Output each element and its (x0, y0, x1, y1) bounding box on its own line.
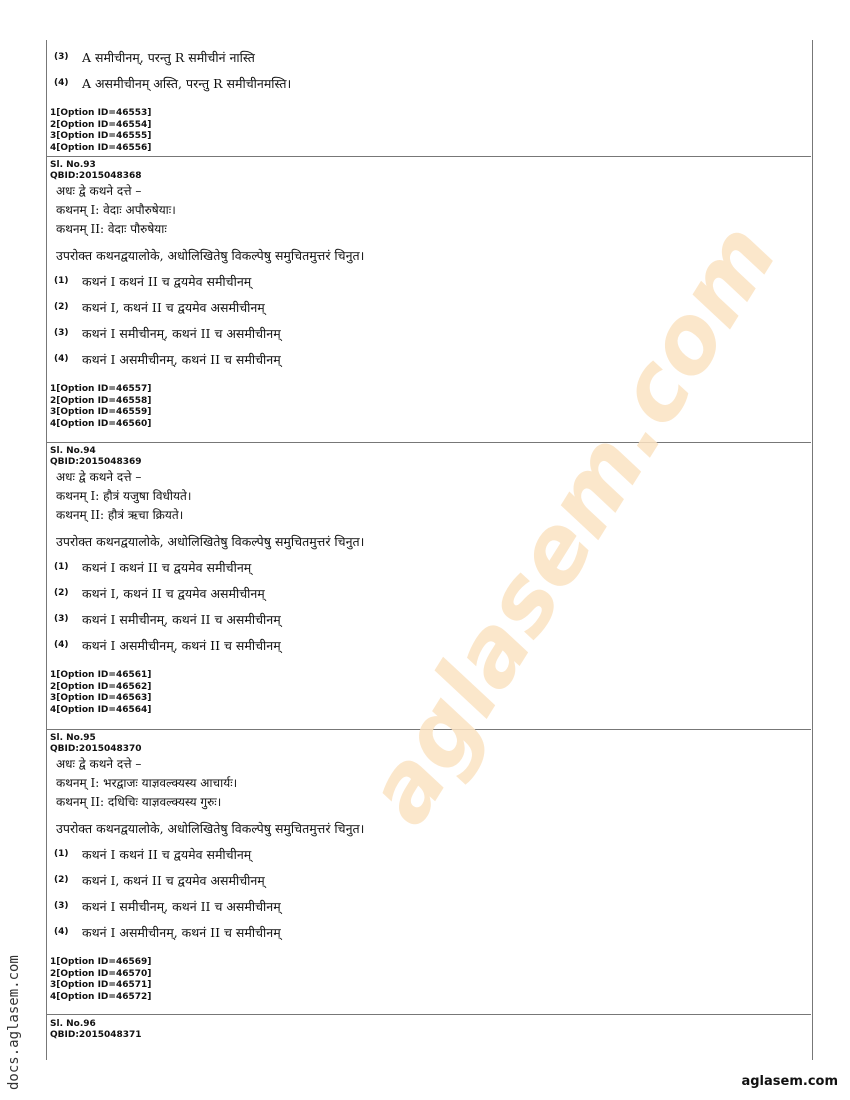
option-number: (3) (54, 614, 69, 624)
option-id: 2[Option ID=46558] (50, 395, 152, 406)
qbid: QBID:2015048370 (50, 744, 142, 754)
option-id-list (46, 670, 811, 716)
option-text: कथनं I समीचीनम्, कथनं II च असमीचीनम् (82, 898, 281, 914)
option-id: 1[Option ID=46553] (50, 108, 152, 118)
option-number: (2) (54, 875, 69, 885)
option-text: कथनं I कथनं II च द्वयमेव समीचीनम् (82, 273, 252, 289)
option-row (46, 294, 811, 320)
option-id: 3[Option ID=46559] (50, 407, 152, 417)
option-text: कथनं I समीचीनम्, कथनं II च असमीचीनम् (82, 325, 281, 341)
statement-intro: अधः द्वे कथने दत्ते – (56, 184, 142, 198)
option-number: (2) (54, 588, 69, 598)
question-prompt: उपरोक्त कथनद्वयालोके, अधोलिखितेषु विकल्पेषु समुचितमुत्तरं चिनुत। (56, 821, 365, 836)
option-row (46, 580, 811, 606)
option-row (46, 554, 811, 580)
question-block-95 (46, 730, 811, 1015)
option-id: 4[Option ID=46556] (50, 142, 152, 153)
question-prompt: उपरोक्त कथनद्वयालोके, अधोलिखितेषु विकल्पेषु समुचितमुत्तरं चिनुत। (56, 534, 365, 549)
statement-2: कथनम् II: वेदाः पौरुषेयाः (56, 222, 167, 236)
question-block-93 (46, 157, 811, 443)
option-id: 2[Option ID=46562] (50, 681, 152, 692)
option-text: A समीचीनम्, परन्तु R समीचीनं नास्ति (82, 49, 255, 65)
option-id: 1[Option ID=46569] (50, 957, 152, 967)
option-row (46, 268, 811, 294)
option-number: (3) (54, 328, 69, 338)
option-id: 2[Option ID=46554] (50, 119, 152, 130)
statement-1: कथनम् I: हौत्रं यजुषा विधीयते। (56, 489, 192, 503)
option-row (46, 70, 811, 96)
option-number: (1) (54, 276, 69, 286)
statement-2: कथनम् II: हौत्रं ऋचा क्रियते। (56, 508, 184, 522)
option-number: (1) (54, 562, 69, 572)
qbid: QBID:2015048371 (50, 1030, 142, 1040)
serial-number: Sl. No.95 (50, 733, 96, 743)
option-row (46, 606, 811, 632)
statement-intro: अधः द्वे कथने दत्ते – (56, 470, 142, 484)
qbid: QBID:2015048368 (50, 171, 142, 181)
serial-number: Sl. No.94 (50, 446, 96, 456)
option-row (46, 346, 811, 372)
option-text: कथनं I कथनं II च द्वयमेव समीचीनम् (82, 846, 252, 862)
option-number: (4) (54, 354, 69, 364)
option-id: 4[Option ID=46564] (50, 704, 152, 715)
option-id-list (46, 957, 811, 1003)
option-text: कथनं I असमीचीनम्, कथनं II च समीचीनम् (82, 637, 281, 653)
option-number: (1) (54, 849, 69, 859)
option-number: (4) (54, 640, 69, 650)
statement-intro: अधः द्वे कथने दत्ते – (56, 757, 142, 771)
option-id: 2[Option ID=46570] (50, 968, 152, 979)
option-text: कथनं I, कथनं II च द्वयमेव असमीचीनम् (82, 872, 265, 888)
option-id-list (46, 384, 811, 430)
option-text: कथनं I कथनं II च द्वयमेव समीचीनम् (82, 559, 252, 575)
statement-2: कथनम् II: दधिचिः याज्ञवल्क्यस्य गुरुः। (56, 795, 222, 809)
option-text: कथनं I असमीचीनम्, कथनं II च समीचीनम् (82, 924, 281, 940)
watermark: aglasem.com (345, 205, 798, 842)
option-text: कथनं I, कथनं II च द्वयमेव असमीचीनम् (82, 585, 265, 601)
option-number: (2) (54, 302, 69, 312)
option-row (46, 44, 811, 70)
question-block-94 (46, 443, 811, 730)
option-row (46, 632, 811, 658)
option-id: 1[Option ID=46557] (50, 384, 152, 394)
option-id-list (46, 108, 811, 154)
question-block-prev (46, 40, 811, 157)
statement-1: कथनम् I: भरद्वाजः याज्ञवल्क्यस्य आचार्यः। (56, 776, 238, 790)
option-id: 3[Option ID=46555] (50, 131, 152, 141)
question-prompt: उपरोक्त कथनद्वयालोके, अधोलिखितेषु विकल्पेषु समुचितमुत्तरं चिनुत। (56, 248, 365, 263)
footer-brand: aglasem.com (741, 1074, 838, 1089)
option-row (46, 893, 811, 919)
option-id: 1[Option ID=46561] (50, 670, 152, 680)
serial-number: Sl. No.96 (50, 1019, 96, 1029)
option-number: (3) (54, 901, 69, 911)
option-number: (4) (54, 78, 69, 88)
option-id: 3[Option ID=46571] (50, 980, 152, 990)
option-text: कथनं I, कथनं II च द्वयमेव असमीचीनम् (82, 299, 265, 315)
option-text: A असमीचीनम् अस्ति, परन्तु R समीचीनमस्ति। (82, 75, 292, 91)
option-id: 4[Option ID=46560] (50, 418, 152, 429)
option-number: (4) (54, 927, 69, 937)
option-row (46, 320, 811, 346)
option-text: कथनं I असमीचीनम्, कथनं II च समीचीनम् (82, 351, 281, 367)
option-row (46, 919, 811, 945)
serial-number: Sl. No.93 (50, 160, 96, 170)
option-text: कथनं I समीचीनम्, कथनं II च असमीचीनम् (82, 611, 281, 627)
side-url: docs.aglasem.com (6, 955, 22, 1090)
qbid: QBID:2015048369 (50, 457, 142, 467)
question-block-96 (46, 1015, 811, 1060)
option-number: (3) (54, 52, 69, 62)
statement-1: कथनम् I: वेदाः अपौरुषेयाः। (56, 203, 176, 217)
option-id: 3[Option ID=46563] (50, 693, 152, 703)
option-id: 4[Option ID=46572] (50, 991, 152, 1002)
option-row (46, 867, 811, 893)
option-row (46, 841, 811, 867)
